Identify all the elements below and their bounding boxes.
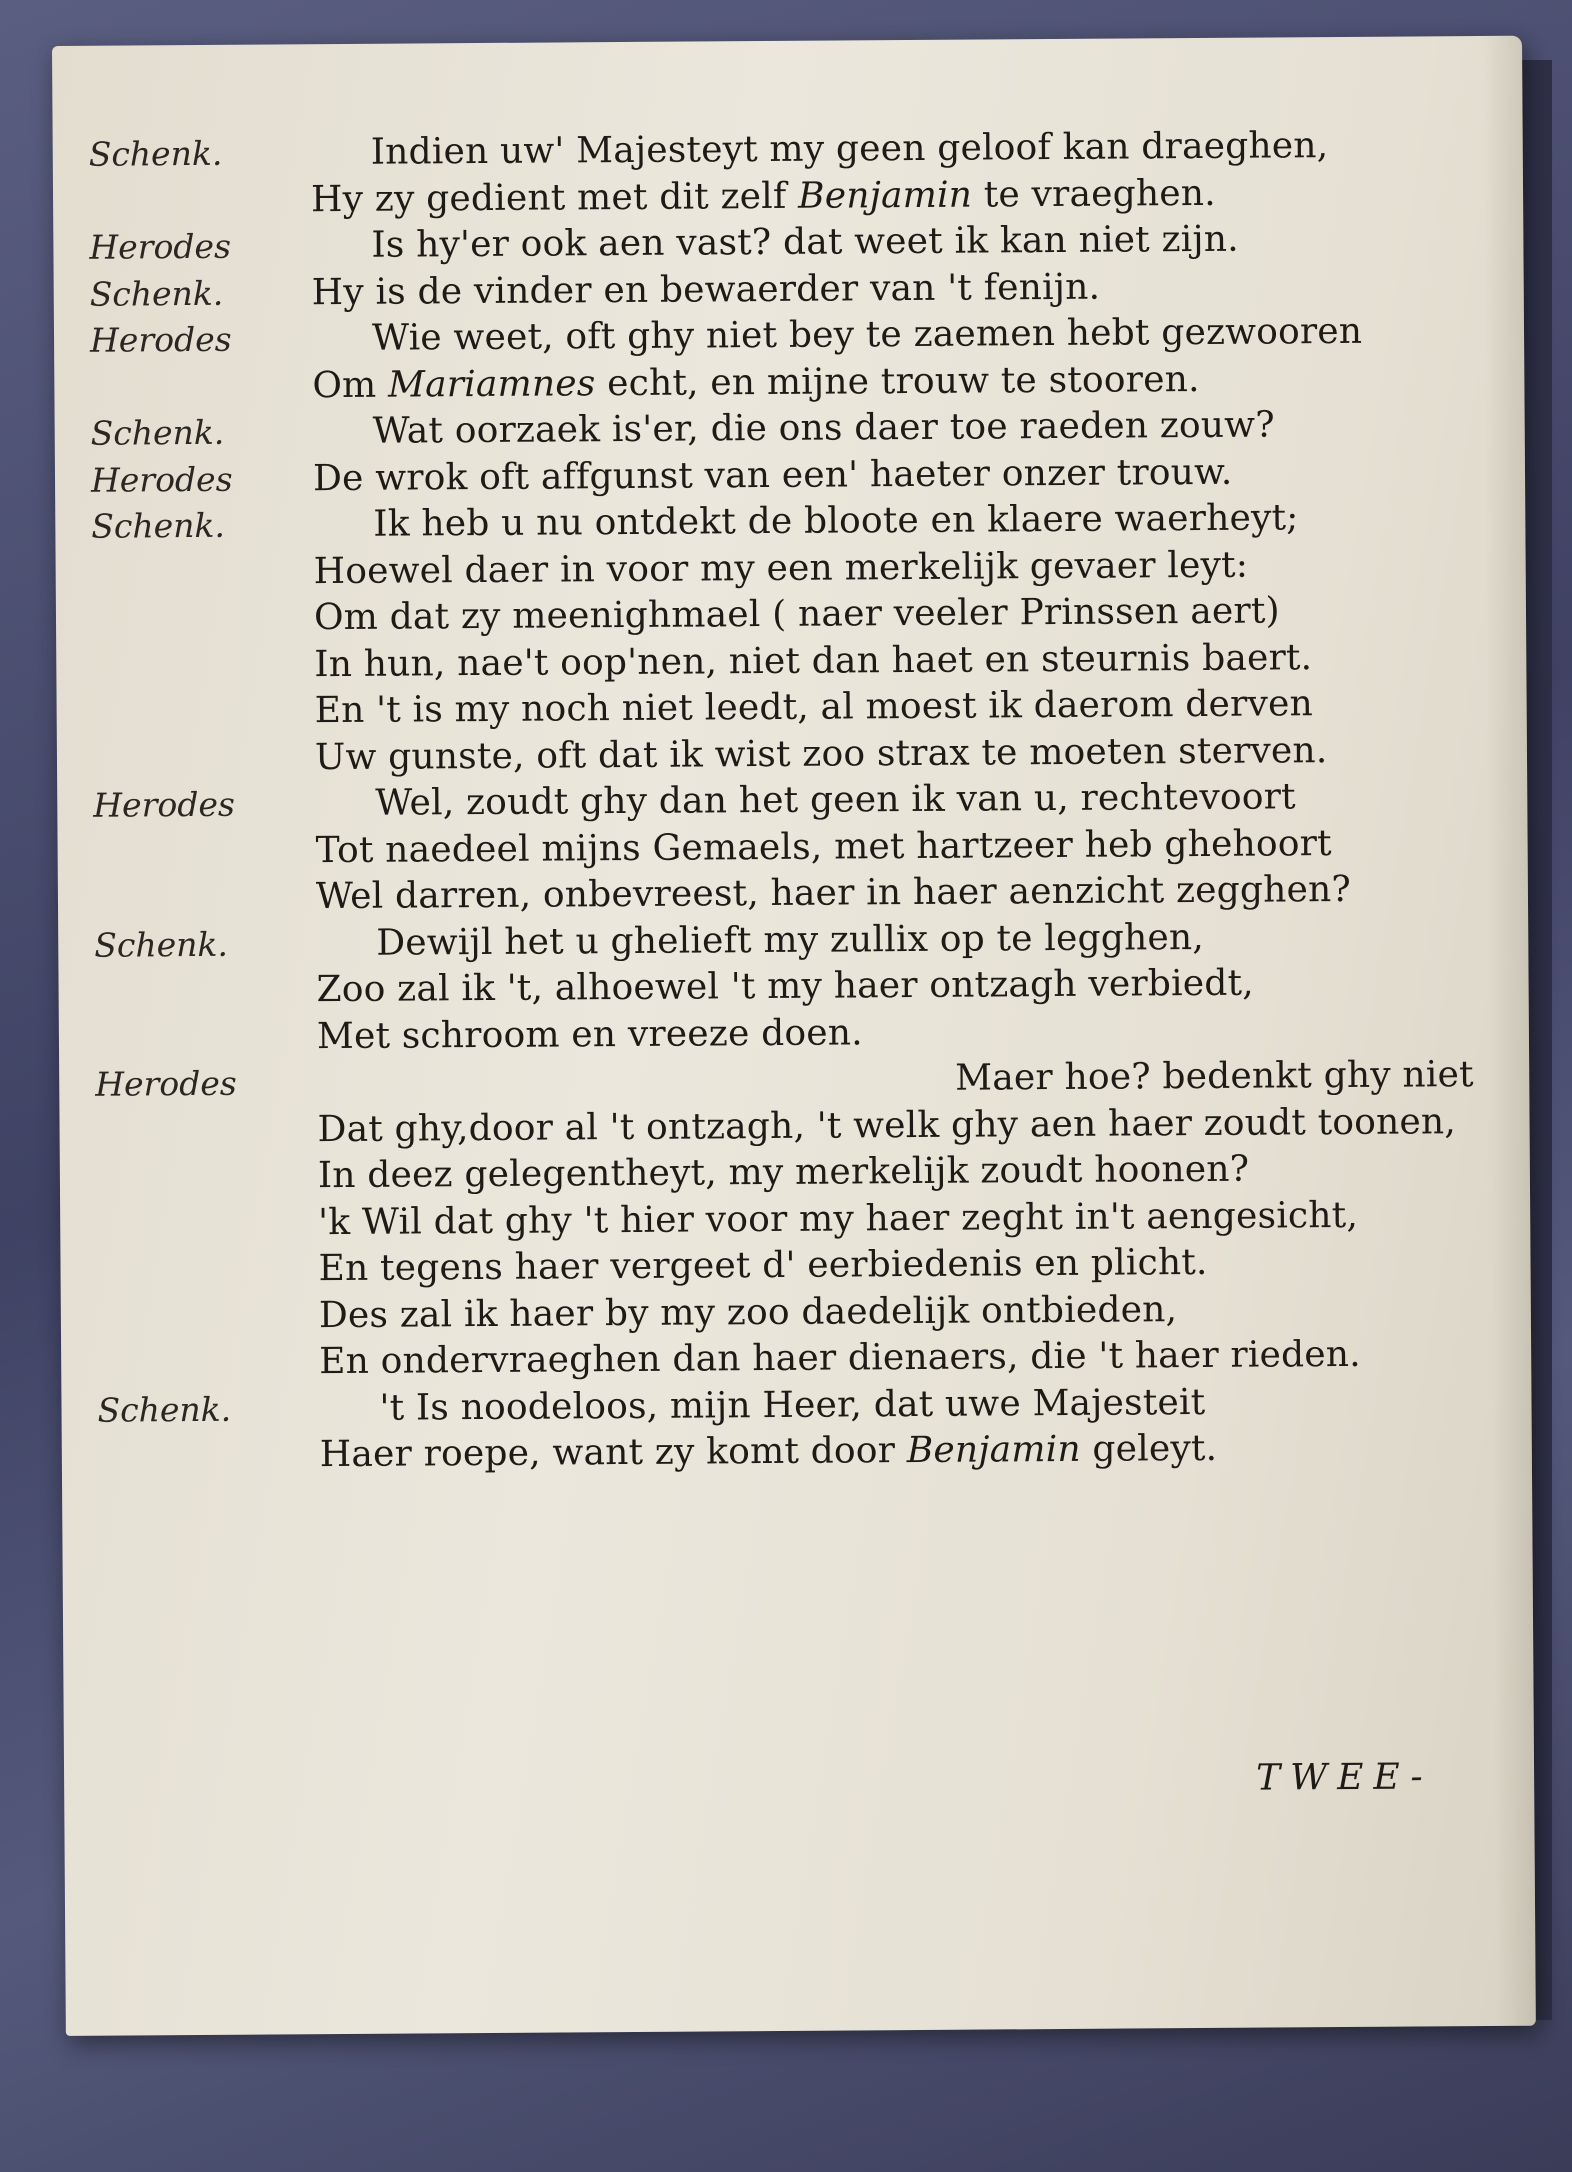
verse-text (320, 1426, 1218, 1479)
speaker-name (96, 1247, 266, 1248)
verse-segment: Indien uw' Majesteyt my geen geloof kan draeghen, (370, 125, 1329, 173)
speaker-name (95, 1107, 265, 1108)
verse-text (373, 495, 1299, 548)
verse-segment: Wel darren, onbevreest, haer in haer aenzicht zegghen? (315, 868, 1352, 918)
verse-text (315, 821, 1331, 875)
verse-segment: Wel, zoudt ghy dan het geen ik van u, rechtevoort (375, 776, 1296, 824)
verse-text (314, 681, 1313, 734)
verse-text (318, 1192, 1358, 1246)
speaker-name: Herodes (89, 319, 232, 360)
speaker-name (98, 1433, 268, 1434)
verse-italic-name: Mariamnes (387, 362, 596, 406)
speaker-name: Schenk. (90, 412, 225, 453)
catchword: TWEE- (1255, 1756, 1433, 1799)
verse-text (316, 867, 1351, 921)
verse-segment: Hy zy gedient met dit zelf (310, 175, 799, 220)
verse-text (376, 914, 1204, 966)
verse-text (311, 170, 1216, 223)
verse-segment: Des zal ik haer by my zoo daedelijk ontbieden, (318, 1288, 1178, 1336)
verse-text (312, 356, 1200, 409)
verse-segment: Uw gunste, oft dat ik wist zoo strax te moeten sterven. (314, 729, 1328, 778)
verse-text (318, 1147, 1250, 1200)
verse-text (312, 264, 1101, 316)
speaker-name (90, 363, 260, 364)
verse-text (317, 1099, 1456, 1153)
verse-segment: Dewijl het u ghelieft my zullix op te legghen, (376, 916, 1205, 964)
verse-segment: Om (312, 364, 389, 406)
verse-italic-name: Benjamin (797, 174, 973, 217)
speaker-name: Herodes (93, 784, 235, 825)
verse-segment: Haer roepe, want zy komt door (319, 1430, 907, 1476)
verse-text (319, 1287, 1178, 1339)
verse-segment: Om dat zy meenighmael ( naer veeler Prinssen aert) (313, 590, 1280, 639)
verse-segment: Wie weet, oft ghy niet bey te zaemen hebt gezwooren (371, 310, 1363, 359)
verse-segment: Hoewel daer in voor my een merkelijk gevaer leyt: (313, 544, 1249, 592)
speaker-name: Schenk. (97, 1389, 232, 1430)
speaker-name: Herodes (89, 226, 232, 267)
verse-segment: Maer hoe? bedenkt ghy niet (955, 1054, 1474, 1099)
speaker-name (95, 1014, 265, 1015)
verse-segment: Ik heb u nu ontdekt de bloote en klaere waerheyt; (373, 497, 1299, 545)
verse-text (318, 1240, 1207, 1293)
speaker-name (89, 177, 259, 178)
speaker-name: Schenk. (89, 273, 224, 314)
speaker-name: Schenk. (88, 133, 223, 174)
speaker-name (96, 1154, 266, 1155)
verse-text (314, 635, 1312, 688)
speaker-name (92, 549, 262, 550)
verse-text (319, 1332, 1361, 1386)
verse-segment: 'k Wil dat ghy 't hier voor my haer zeght in't aengesicht, (318, 1194, 1359, 1243)
speaker-name (94, 875, 264, 876)
speaker-name: Herodes (95, 1063, 237, 1104)
verse-segment: echt, en mijne trouw te stooren. (595, 358, 1200, 404)
verse-segment: te vraeghen. (971, 172, 1216, 216)
speaker-name (94, 968, 264, 969)
verse-segment: 't Is noodeloos, mijn Heer, dat uwe Majesteit (379, 1381, 1206, 1429)
verse-segment: geleyt. (1080, 1427, 1218, 1470)
verse-segment: Hy is de vinder en bewaerder van 't fenijn. (311, 266, 1101, 313)
speaker-name (92, 596, 262, 597)
verse-text (317, 1010, 863, 1060)
speaker-name (97, 1293, 267, 1294)
verse-text (371, 217, 1239, 270)
verse-segment: De wrok oft affgunst van een' haeter onzer trouw. (312, 451, 1233, 499)
verse-text (315, 728, 1328, 782)
verse-line (98, 1424, 1418, 1480)
speaker-name (92, 689, 262, 690)
verse-segment: Zoo zal ik 't, alhoewel 't my haer ontzagh verbiedt, (316, 962, 1254, 1011)
verse-segment: Dat ghy,door al 't ontzagh, 't welk ghy aen haer zoudt toonen, (317, 1100, 1457, 1150)
speaker-name (97, 1340, 267, 1341)
verse-segment: En tegens haer vergeet d' eerbiedenis en plicht. (318, 1241, 1208, 1290)
verse-text (373, 402, 1275, 455)
speaker-name: Schenk. (94, 924, 229, 965)
verse-text (379, 1379, 1205, 1431)
verse-text (314, 588, 1280, 641)
verse-segment: Met schroom en vreeze doen. (316, 1011, 863, 1057)
book-page (52, 36, 1536, 2036)
verse-text (375, 774, 1296, 827)
verse-text (313, 449, 1233, 502)
speaker-name: Schenk. (91, 505, 226, 546)
speaker-name (93, 828, 263, 829)
speaker-name (93, 735, 263, 736)
verse-text-block (88, 123, 1474, 1481)
speaker-name (92, 642, 262, 643)
speaker-name: Herodes (90, 459, 233, 500)
verse-segment: Is hy'er ook aen vast? dat weet ik kan niet zijn. (371, 218, 1239, 266)
verse-segment: In hun, nae't oop'nen, niet dan haet en steurnis baert. (314, 636, 1313, 685)
verse-segment: En 't is my noch niet leedt, al moest ik daerom derven (314, 683, 1314, 732)
verse-segment: Tot naedeel mijns Gemaels, met hartzeer heb ghehoort (315, 822, 1332, 871)
verse-text (371, 123, 1329, 176)
speaker-name (96, 1200, 266, 1201)
verse-italic-name: Benjamin (906, 1428, 1081, 1472)
verse-segment: En ondervraeghen dan haer dienaers, die 't haer rieden. (319, 1333, 1361, 1383)
verse-segment: Wat oorzaek is'er, die ons daer toe raeden zouw? (372, 404, 1275, 452)
verse-text (955, 1052, 1474, 1102)
verse-segment: In deez gelegentheyt, my merkelijk zoudt hoonen? (317, 1148, 1250, 1197)
verse-text (314, 542, 1249, 595)
verse-text (372, 309, 1363, 362)
verse-text (316, 961, 1254, 1014)
